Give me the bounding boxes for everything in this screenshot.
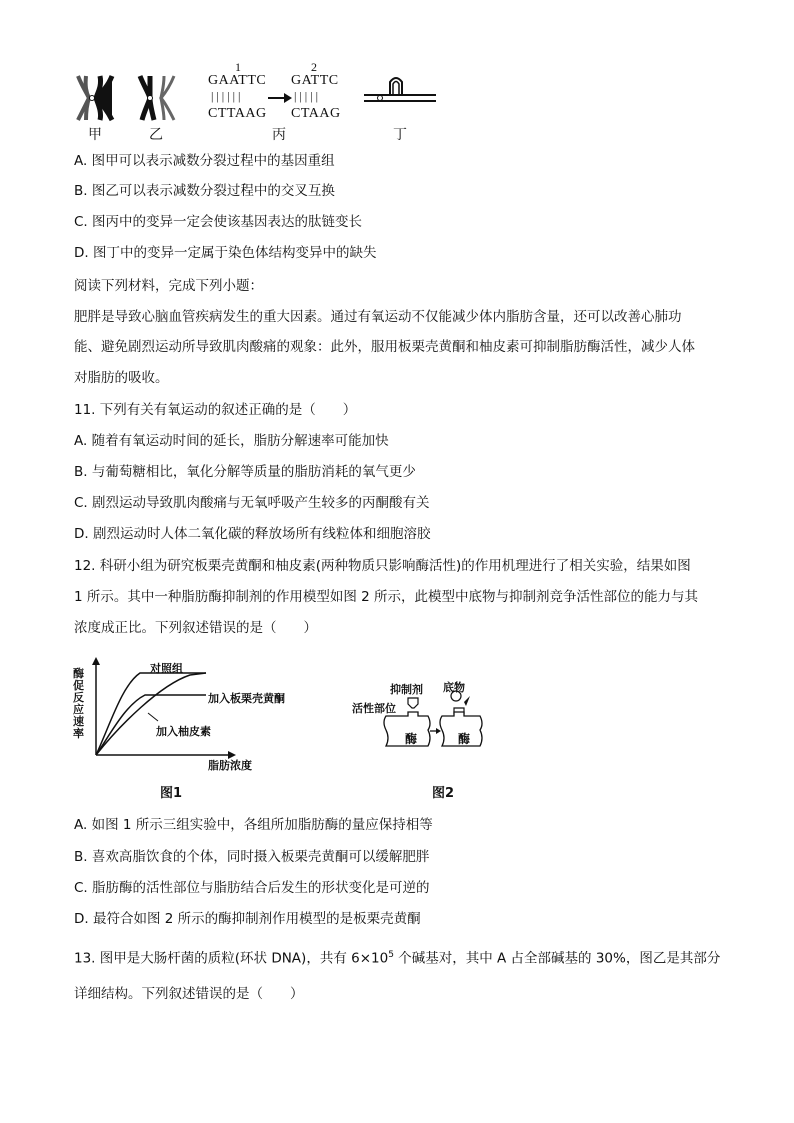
figure-1-xlabel: 脂肪浓度 xyxy=(208,759,252,772)
q13-stem-part-a: 13. 图甲是大肠杆菌的质粒(环状 DNA)，共有 6×10 xyxy=(74,950,389,967)
q10-option-b: B. 图乙可以表示减数分裂过程中的交叉互换 xyxy=(74,183,335,199)
q11-stem: 11. 下列有关有氧运动的叙述正确的是（ ） xyxy=(74,402,357,418)
reading-intro: 阅读下列材料，完成下列小题： xyxy=(74,278,263,294)
figure-2-caption: 图2 xyxy=(432,786,455,801)
q13-stem-2: 详细结构。下列叙述错误的是（ ） xyxy=(74,986,304,1002)
q12-option-c: C. 脂肪酶的活性部位与脂肪结合后发生的形状变化是可逆的 xyxy=(74,880,430,896)
q12-stem-3: 浓度成正比。下列叙述错误的是（ ） xyxy=(74,620,317,636)
curve-youpi xyxy=(96,673,206,755)
seq2-bottom: CTAAG xyxy=(291,106,341,121)
q13-stem-1 xyxy=(74,946,720,968)
figure-2-label-enzyme-2: 酶 xyxy=(458,732,471,746)
q12-option-a: A. 如图 1 所示三组实验中，各组所加脂肪酶的量应保持相等 xyxy=(74,817,433,833)
chromosome-yi-icon xyxy=(134,72,182,124)
figure-1-label-youpi: 加入柚皮素 xyxy=(156,725,211,738)
q13-exponent: 5 xyxy=(388,950,394,960)
q13-stem-part-b: 个碱基对，其中 A 占全部碱基的 30%，图乙是其部分 xyxy=(393,950,721,967)
q11-option-b: B. 与葡萄糖相比，氧化分解等质量的脂肪消耗的氧气更少 xyxy=(74,464,416,480)
q10-option-a: A. 图甲可以表示减数分裂过程中的基因重组 xyxy=(74,153,335,169)
curve-control xyxy=(96,673,206,755)
pointer-line xyxy=(148,713,158,721)
seq1-bottom: CTTAAG xyxy=(208,106,267,121)
figure-2-label-enzyme-1: 酶 xyxy=(405,732,418,746)
figure-1-label-control: 对照组 xyxy=(150,662,183,675)
process-arrow-icon xyxy=(436,728,441,734)
q12-option-b: B. 喜欢高脂饮食的个体，同时摄入板栗壳黄酮可以缓解肥胖 xyxy=(74,849,430,865)
seq-number-2: 2 xyxy=(311,60,317,74)
inhibitor-icon xyxy=(408,698,418,708)
substrate-arrow-icon xyxy=(464,696,470,706)
y-axis-arrow-icon xyxy=(92,657,100,665)
seq2-top: GATTC xyxy=(291,73,339,88)
figure-2-label-substrate: 底物 xyxy=(443,681,465,694)
label-yi: 乙 xyxy=(149,127,163,143)
seq-number-1: 1 xyxy=(235,60,241,74)
q10-option-d: D. 图丁中的变异一定属于染色体结构变异中的缺失 xyxy=(74,245,377,261)
figure-1-caption: 图1 xyxy=(160,786,183,801)
q11-option-d: D. 剧烈运动时人体二氧化碳的释放场所有线粒体和细胞溶胶 xyxy=(74,526,431,542)
q12-stem-2: 1 所示。其中一种脂肪酶抑制剂的作用模型如图 2 所示，此模型中底物与抑制剂竞争活性部位的能力与其 xyxy=(74,589,699,605)
chromosome-jia-icon xyxy=(72,72,120,124)
seq2-bars: | | | | | xyxy=(294,89,319,103)
pointer-line xyxy=(180,687,206,695)
arrow-right-icon xyxy=(268,92,292,104)
figure-1-label-banli: 加入板栗壳黄酮 xyxy=(208,692,285,705)
label-jia: 甲 xyxy=(88,127,102,143)
chromosome-ding-icon xyxy=(362,76,438,106)
label-bing: 丙 xyxy=(272,127,286,143)
figure-1-ylabel: 酶促反应速率 xyxy=(73,667,84,740)
figure-2-label-active-site: 活性部位 xyxy=(352,702,396,715)
q11-option-c: C. 剧烈运动导致肌肉酸痛与无氧呼吸产生较多的丙酮酸有关 xyxy=(74,495,430,511)
q12-option-d: D. 最符合如图 2 所示的酶抑制剂作用模型的是板栗壳黄酮 xyxy=(74,911,421,927)
reading-paragraph-2: 能、避免剧烈运动所导致肌肉酸痛的观象：此外，服用板栗壳黄酮和柚皮素可抑制脂肪酶活性，减少人体 xyxy=(74,339,695,355)
q12-stem-1: 12. 科研小组为研究板栗壳黄酮和柚皮素(两种物质只影响酶活性)的作用机理进行了相关实验，结果如图 xyxy=(74,558,691,574)
seq1-top: GAATTC xyxy=(208,73,267,88)
figure-1-graph xyxy=(70,655,310,775)
reading-paragraph-3: 对脂肪的吸收。 xyxy=(74,370,169,386)
figure-2-diagram xyxy=(380,690,490,752)
q11-option-a: A. 随着有氧运动时间的延长，脂肪分解速率可能加快 xyxy=(74,433,389,449)
figure-2-label-inhibitor: 抑制剂 xyxy=(390,683,423,696)
label-ding: 丁 xyxy=(393,127,407,143)
reading-paragraph-1: 肥胖是导致心脑血管疾病发生的重大因素。通过有氧运动不仅能减少体内脂肪含量，还可以改善心肺功 xyxy=(74,309,682,325)
q10-option-c: C. 图丙中的变异一定会使该基因表达的肽链变长 xyxy=(74,214,363,230)
seq1-bars: | | | | | | xyxy=(211,89,241,103)
